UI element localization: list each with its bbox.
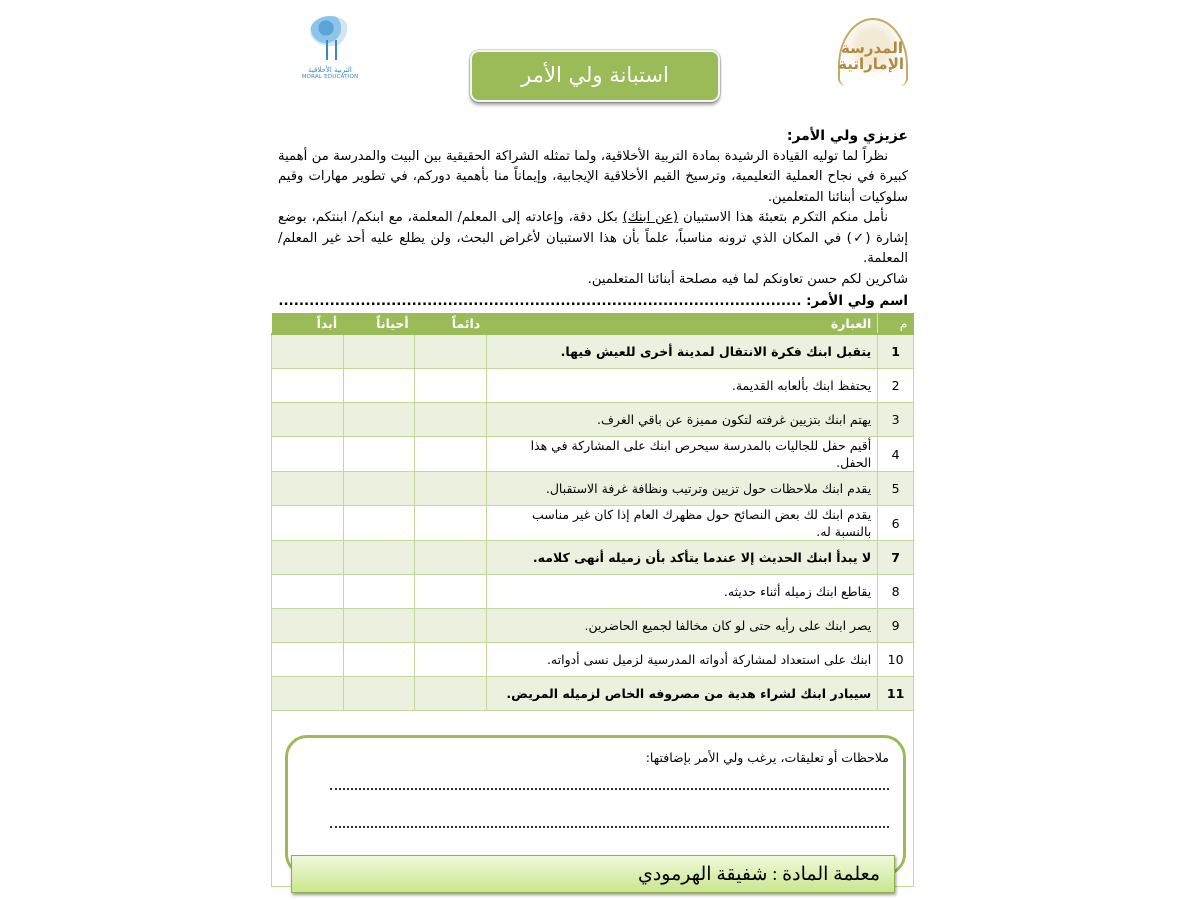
guardian-name-label: اسم ولي الأمر: xyxy=(806,293,908,309)
table-row xyxy=(272,609,914,643)
tree-logo-icon xyxy=(308,16,352,60)
row-statement: يصر ابنك على رأيه حتى لو كان مخالفا لجميع الحاضرين. xyxy=(486,609,878,643)
row-number: 10 xyxy=(878,643,914,677)
table-row xyxy=(272,541,914,575)
cell-always[interactable] xyxy=(415,472,487,506)
moral-logo-arabic: التربية الأخلاقية xyxy=(308,66,352,74)
salutation: عزيزي ولي الأمر: xyxy=(786,128,908,144)
guardian-name-field[interactable] xyxy=(278,293,908,309)
row-number: 2 xyxy=(878,369,914,403)
cell-always[interactable] xyxy=(415,403,487,437)
cell-never[interactable] xyxy=(272,643,344,677)
header-statement: العبارة xyxy=(486,313,878,334)
row-statement: يتقبل ابنك فكرة الانتقال لمدينة أخرى للعيش فيها. xyxy=(486,334,878,369)
row-statement: يقاطع ابنك زميله أثناء حديثه. xyxy=(486,575,878,609)
table-row xyxy=(272,506,914,541)
intro-p2-after: بكل دقة، وإعادته إلى المعلم/ المعلمة، مع ابنكم/ ابنتكم، بوضع إشارة (✓) في المكان الذي ترونه مناسباً، علماً بأن هذا الاستبيان لأغراض البحث، ولن يطلع عليه أحد غير المعلم/المعلمة. xyxy=(278,210,908,266)
notes-line-2[interactable] xyxy=(330,826,889,828)
intro-paragraph-1: نظراً لما توليه القيادة الرشيدة بمادة التربية الأخلاقية، ولما تمثله الشراكة الحقيقية بين البيت والمدرسة من أهمية كبيرة في نجاح العملية التعليمية، وترسيخ القيم الأخلاقية الإيجابية، وإيماناً منا بأهمية دوركم، في تطوير مهارات وقيم سلوكيات أبنائنا المتعلمين. xyxy=(278,148,908,205)
intro-p2-before: نأمل منكم التكرم بتعبئة هذا الاستبيان xyxy=(678,210,888,225)
table-row xyxy=(272,369,914,403)
intro-paragraph-2 xyxy=(278,208,908,270)
row-number: 7 xyxy=(878,541,914,575)
table-row xyxy=(272,334,914,369)
guardian-name-dots[interactable]: ...................................................................................................... xyxy=(278,293,802,309)
cell-never[interactable] xyxy=(272,403,344,437)
row-statement: يقدم ابنك ملاحظات حول تزيين وترتيب ونظافة غرفة الاستقبال. xyxy=(486,472,878,506)
table-row xyxy=(272,403,914,437)
cell-never[interactable] xyxy=(272,609,344,643)
cell-never[interactable] xyxy=(272,334,344,369)
cell-always[interactable] xyxy=(415,575,487,609)
school-name-line1: المدرسة xyxy=(841,39,903,57)
table-row xyxy=(272,472,914,506)
school-name-line2: الإماراتية xyxy=(838,55,904,73)
cell-sometimes[interactable] xyxy=(343,541,415,575)
cell-sometimes[interactable] xyxy=(343,609,415,643)
intro-section xyxy=(278,126,908,290)
cell-always[interactable] xyxy=(415,437,487,472)
moral-logo-english: MORAL EDUCATION xyxy=(301,74,359,80)
cell-sometimes[interactable] xyxy=(343,334,415,369)
cell-never[interactable] xyxy=(272,506,344,541)
cell-sometimes[interactable] xyxy=(343,643,415,677)
table-row xyxy=(272,677,914,711)
notes-line-1[interactable] xyxy=(330,788,889,790)
notes-label: ملاحظات أو تعليقات، يرغب ولي الأمر بإضافتها: xyxy=(645,750,889,765)
row-number: 9 xyxy=(878,609,914,643)
cell-always[interactable] xyxy=(415,677,487,711)
header-sometimes: أحياناً xyxy=(343,313,415,334)
header-never: أبداً xyxy=(272,313,344,334)
intro-p2-underlined: (عن ابنك) xyxy=(622,210,679,225)
cell-sometimes[interactable] xyxy=(343,472,415,506)
row-statement: يهتم ابنك بتزيين غرفته لتكون مميزة عن باقي الغرف. xyxy=(486,403,878,437)
cell-never[interactable] xyxy=(272,677,344,711)
cell-sometimes[interactable] xyxy=(343,677,415,711)
cell-never[interactable] xyxy=(272,472,344,506)
cell-always[interactable] xyxy=(415,334,487,369)
cell-always[interactable] xyxy=(415,506,487,541)
cell-always[interactable] xyxy=(415,541,487,575)
row-statement: سيبادر ابنك لشراء هدية من مصروفه الخاص لزميله المريض. xyxy=(486,677,878,711)
table-row xyxy=(272,643,914,677)
header-num: م xyxy=(878,313,914,334)
row-number: 4 xyxy=(878,437,914,472)
row-number: 5 xyxy=(878,472,914,506)
row-statement: لا يبدأ ابنك الحديث إلا عندما يتأكد بأن زميله أنهى كلامه. xyxy=(486,541,878,575)
row-number: 3 xyxy=(878,403,914,437)
emirati-school-logo xyxy=(832,18,912,84)
cell-sometimes[interactable] xyxy=(343,369,415,403)
page-title: استبانة ولي الأمر xyxy=(470,50,720,102)
cell-sometimes[interactable] xyxy=(343,506,415,541)
row-statement: يقدم ابنك لك بعض النصائح حول مظهرك العام إذا كان غير مناسب بالنسبة له. xyxy=(486,506,878,541)
row-statement: ابنك على استعداد لمشاركة أدواته المدرسية لزميل نسى أدواته. xyxy=(486,643,878,677)
thanks-text: شاكرين لكم حسن تعاونكم لما فيه مصلحة أبنائنا المتعلمين. xyxy=(587,271,908,287)
table-row xyxy=(272,575,914,609)
cell-never[interactable] xyxy=(272,437,344,472)
cell-never[interactable] xyxy=(272,369,344,403)
table-row xyxy=(272,437,914,472)
row-number: 8 xyxy=(878,575,914,609)
cell-never[interactable] xyxy=(272,541,344,575)
row-number: 6 xyxy=(878,506,914,541)
cell-sometimes[interactable] xyxy=(343,403,415,437)
header-always: دائماً xyxy=(415,313,487,334)
cell-always[interactable] xyxy=(415,369,487,403)
row-number: 11 xyxy=(878,677,914,711)
cell-sometimes[interactable] xyxy=(343,575,415,609)
moral-education-logo xyxy=(300,16,360,96)
cell-always[interactable] xyxy=(415,643,487,677)
teacher-banner: معلمة المادة : شفيقة الهرمودي xyxy=(291,855,895,893)
cell-sometimes[interactable] xyxy=(343,437,415,472)
cell-never[interactable] xyxy=(272,575,344,609)
cell-always[interactable] xyxy=(415,609,487,643)
row-number: 1 xyxy=(878,334,914,369)
row-statement: أقيم حفل للجاليات بالمدرسة سيحرص ابنك على المشاركة في هذا الحفل. xyxy=(486,437,878,472)
row-statement: يحتفظ ابنك بألعابه القديمة. xyxy=(486,369,878,403)
table-header-row xyxy=(272,313,914,334)
